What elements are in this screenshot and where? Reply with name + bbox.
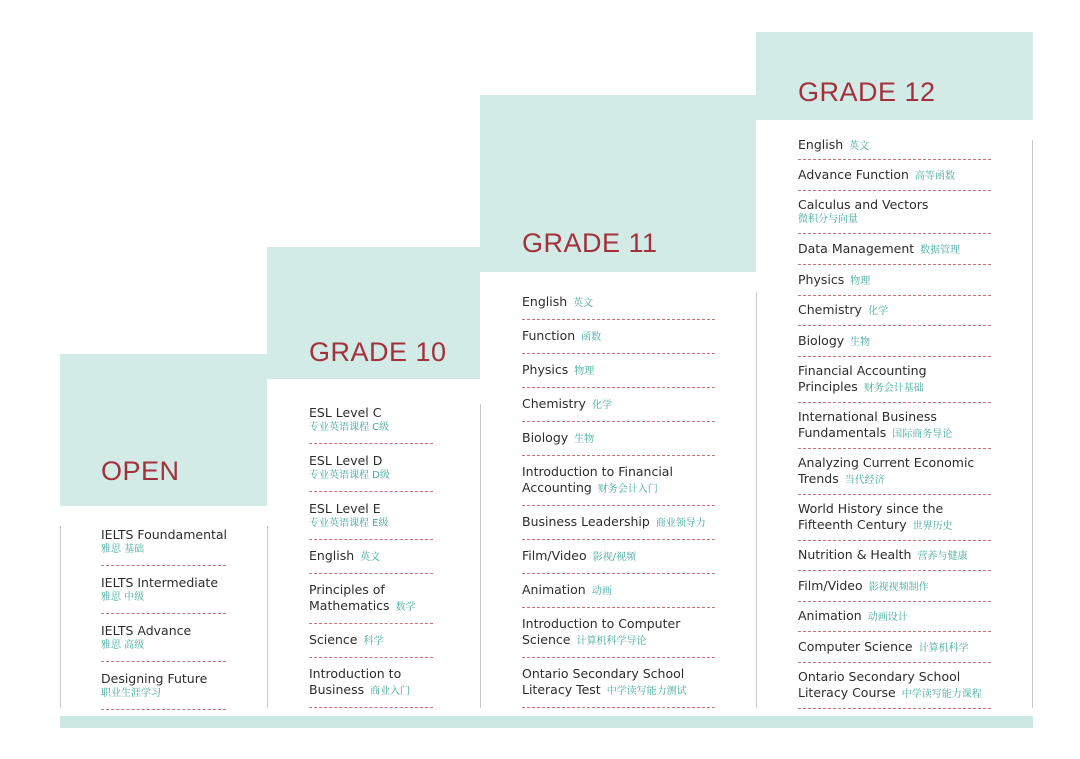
course-name-chinese: 财务会计基础 (863, 383, 924, 394)
course-name: Biology (522, 430, 569, 445)
course-name-continued: Accounting (522, 480, 592, 495)
divider-grade11-grade12 (756, 292, 757, 708)
course-name-chinese: 国际商务导论 (892, 429, 953, 440)
course-name-chinese: 动画 (591, 586, 612, 597)
course-name-chinese: 英文 (360, 552, 381, 563)
course-name-continued: Mathematics (309, 598, 390, 613)
course-name-chinese: 英文 (849, 140, 870, 152)
course-name: IELTS Advance (101, 622, 192, 638)
course-item (522, 540, 715, 574)
course-name: Biology (798, 332, 845, 348)
course-item (522, 354, 715, 388)
course-name-chinese: 影视视频制作 (868, 581, 929, 593)
course-name: International Business (798, 409, 937, 424)
course-name: Financial Accounting (798, 363, 927, 378)
course-item (798, 403, 991, 449)
course-item (798, 191, 991, 234)
course-item (798, 234, 991, 265)
open-title: OPEN (101, 456, 180, 486)
course-name-chinese: 职业生涯学习 (101, 687, 161, 699)
course-name-chinese: 函数 (581, 332, 602, 343)
divider-grade10-grade11 (480, 404, 481, 708)
course-name-chinese: 物理 (574, 366, 595, 377)
course-name-continued: Business (309, 682, 365, 697)
course-name: Business Leadership (522, 514, 650, 529)
course-name-chinese: 当代经济 (844, 475, 885, 486)
course-name: Animation (522, 582, 586, 597)
course-name-chinese: 雅思 高级 (101, 639, 145, 651)
course-name: English (798, 136, 844, 152)
course-name-continued: Fundamentals (798, 425, 887, 440)
course-name-chinese: 财务会计入门 (597, 484, 658, 495)
course-name-chinese: 中学读写能力课程 (901, 689, 982, 700)
course-name-chinese: 动画设计 (867, 612, 908, 623)
course-item (798, 495, 991, 541)
course-name: ESL Level E (309, 500, 381, 516)
course-name-chinese: 计算机科学导论 (576, 636, 647, 647)
course-item (522, 388, 715, 422)
course-name-continued: Literacy Test (522, 682, 601, 697)
grade10-title: GRADE 10 (309, 337, 447, 367)
course-name-chinese: 雅思 中级 (101, 591, 145, 603)
course-item (522, 286, 715, 320)
course-name-continued: Fifteenth Century (798, 517, 907, 532)
divider-open-grade10 (267, 526, 268, 708)
course-item (798, 571, 991, 602)
open-course-list (101, 518, 226, 710)
course-name: Ontario Secondary School (522, 666, 685, 681)
grade12-course-list (798, 131, 991, 709)
course-name-chinese: 高等函数 (914, 170, 955, 182)
course-item (798, 326, 991, 357)
grade12-title: GRADE 12 (798, 77, 936, 107)
grade10-course-list (309, 396, 433, 708)
course-name-chinese: 科学 (363, 636, 384, 647)
course-item (309, 574, 433, 624)
floor-band (60, 716, 1033, 728)
course-item (522, 422, 715, 456)
course-name: Film/Video (798, 577, 863, 593)
course-item (798, 541, 991, 571)
course-name-chinese: 营养与健康 (917, 551, 968, 562)
course-name: IELTS Intermediate (101, 574, 219, 590)
course-name: Principles of (309, 582, 385, 597)
course-name-continued: Trends (798, 471, 839, 486)
course-name: English (522, 294, 568, 309)
course-name: Calculus and Vectors (798, 197, 929, 212)
course-name: English (309, 548, 355, 563)
course-name-chinese: 计算机科学 (918, 642, 969, 654)
course-item (522, 574, 715, 608)
course-item (798, 131, 991, 160)
course-name-continued: Literacy Course (798, 685, 896, 700)
course-item (798, 449, 991, 495)
course-name: ESL Level D (309, 452, 383, 468)
course-name: Ontario Secondary School (798, 669, 961, 684)
course-name-chinese: 专业英语课程 C级 (309, 421, 390, 433)
course-name: Physics (798, 271, 845, 287)
course-name: Analyzing Current Economic (798, 455, 975, 470)
course-name: World History since the (798, 501, 944, 516)
course-item (522, 320, 715, 354)
course-name: Film/Video (522, 548, 587, 563)
course-name: Introduction to (309, 666, 402, 681)
course-item (798, 357, 991, 403)
course-name-chinese: 物理 (850, 275, 871, 287)
course-item (798, 296, 991, 326)
course-name-chinese: 微积分与向量 (798, 214, 858, 225)
course-item (522, 506, 715, 540)
course-name: IELTS Foundamental (101, 526, 228, 542)
course-item (798, 160, 991, 191)
course-name-chinese: 生物 (574, 434, 595, 445)
course-name: ESL Level C (309, 404, 382, 420)
course-name-continued: Science (522, 632, 571, 647)
course-item (309, 540, 433, 574)
course-item (309, 396, 433, 444)
course-item (309, 444, 433, 492)
course-name: Physics (522, 362, 569, 377)
course-name: Chemistry (522, 396, 586, 411)
course-name-chinese: 中学读写能力测试 (606, 686, 687, 697)
course-item (522, 608, 715, 658)
course-name-chinese: 化学 (591, 400, 612, 411)
course-name-chinese: 世界历史 (912, 521, 953, 532)
course-item (798, 265, 991, 296)
course-item (798, 602, 991, 632)
course-item (101, 566, 226, 614)
course-name: Nutrition & Health (798, 547, 912, 562)
course-name-chinese: 商业领导力 (655, 518, 706, 529)
course-name: Chemistry (798, 302, 862, 317)
course-name-chinese: 数据管理 (920, 244, 961, 256)
course-name-chinese: 专业英语课程 E级 (309, 517, 389, 529)
course-item (101, 614, 226, 662)
course-name: Introduction to Financial (522, 464, 673, 479)
course-name-chinese: 影视/视频 (592, 552, 637, 563)
course-name-chinese: 化学 (867, 306, 888, 317)
course-item (522, 456, 715, 506)
course-name: Computer Science (798, 638, 913, 654)
course-name: Animation (798, 608, 862, 623)
divider-grade12-right (1032, 140, 1033, 708)
course-name: Designing Future (101, 670, 208, 686)
course-item (309, 492, 433, 540)
course-name-chinese: 雅思 基础 (101, 543, 145, 555)
course-item (101, 662, 226, 710)
course-item (309, 624, 433, 658)
course-item (798, 663, 991, 709)
course-name-chinese: 生物 (850, 336, 871, 348)
course-name: Science (309, 632, 358, 647)
course-name-chinese: 专业英语课程 D级 (309, 469, 390, 481)
course-name-chinese: 数学 (395, 602, 416, 613)
course-item (798, 632, 991, 663)
course-name: Advance Function (798, 166, 909, 182)
grade11-title: GRADE 11 (522, 228, 658, 258)
course-name: Function (522, 328, 576, 343)
course-item (101, 518, 226, 566)
course-item (309, 658, 433, 708)
course-name-chinese: 英文 (573, 298, 594, 309)
course-name-chinese: 商业入门 (370, 686, 411, 697)
course-name-continued: Principles (798, 379, 858, 394)
grade11-course-list (522, 286, 715, 708)
divider-open-left (60, 526, 61, 708)
course-name: Introduction to Computer (522, 616, 681, 631)
course-name: Data Management (798, 240, 915, 256)
course-item (522, 658, 715, 708)
